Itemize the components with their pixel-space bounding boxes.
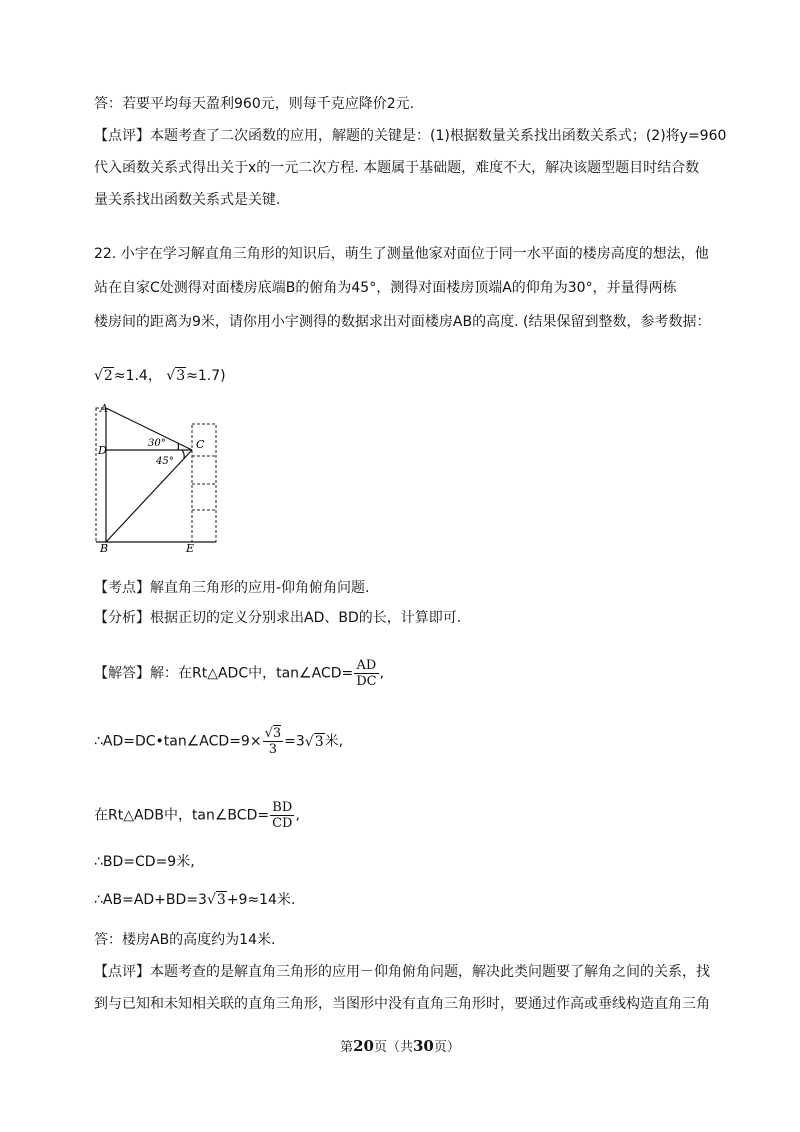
previous-answer: 答：若要平均每天盈利960元，则每千克应降价2元.: [94, 96, 415, 112]
label-b: B: [100, 542, 109, 555]
fenxi: 【分析】根据正切的定义分别求出AD、BD的长，计算即可.: [94, 610, 462, 626]
angle-45-label: 45°: [156, 456, 174, 467]
solution-step-3: 在Rt△ADB中，tan∠BCD= $\frac{BD}{CD}$ ,: [94, 800, 300, 831]
previous-comment-line-2: 代入函数关系式得出关于x的一元二次方程. 本题属于基础题，难度不大，解决该题型题目时结合数: [94, 160, 700, 176]
solution-step-5: ∴AB=AD+BD=3√3+9≈14米.: [94, 892, 296, 908]
comment-line-1: 【点评】本题考查的是解直角三角形的应用－仰角俯角问题，解决此类问题要了解角之间的关系，找: [94, 964, 710, 980]
label-e: E: [186, 542, 195, 555]
solution-step-1: 【解答】解：在Rt△ADC中，tan∠ACD= $\frac{AD}{DC}$ ,: [94, 658, 385, 689]
problem-line-3: 楼房间的距离为9米，请你用小宇测得的数据求出对面楼房AB的高度. (结果保留到整数，参考数据：: [94, 314, 711, 330]
left-building-outline: [96, 408, 106, 542]
solution-step-2: ∴AD=DC•tan∠ACD=9× $\frac{√3}{3}$ =3√3米,: [94, 726, 344, 757]
kaodian: 【考点】解直角三角形的应用-仰角俯角问题.: [94, 580, 370, 596]
label-d: D: [98, 444, 107, 457]
problem-line-2: 站在自家C处测得对面楼房底端B的俯角为45°，测得对面楼房顶端A的仰角为30°，并量得两栋: [94, 280, 677, 296]
sqrt-2: √2: [94, 368, 113, 384]
angle-30-label: 30°: [148, 438, 166, 449]
previous-comment-line-3: 量关系找出函数关系式是关键.: [94, 192, 281, 208]
label-c: C: [196, 438, 205, 451]
label-a: A: [100, 402, 108, 415]
fraction-sqrt3-over-3: $\frac{√3}{3}$: [264, 726, 282, 757]
fraction-ad-dc: $\frac{AD}{DC}$: [356, 658, 377, 689]
page-footer: 第20页（共30页）: [340, 1037, 460, 1055]
solution-step-4: ∴BD=CD=9米,: [94, 854, 195, 870]
final-answer: 答：楼房AB的高度约为14米.: [94, 932, 276, 948]
angle-45-arc: [182, 450, 184, 458]
previous-comment-line-1: 【点评】本题考查了二次函数的应用，解题的关键是：(1)根据数量关系找出函数关系式；(2)将y=960: [94, 128, 727, 144]
reference-data: √2≈1.4， √3≈1.7): [94, 368, 226, 384]
sqrt-3: √3: [166, 368, 186, 384]
comment-line-2: 到与已知和未知相关联的直角三角形，当图形中没有直角三角形时，要通过作高或垂线构造直角三角: [94, 996, 710, 1012]
line-bc: [106, 450, 192, 542]
building-figure: [90, 398, 230, 556]
problem-line-1: 22. 小宇在学习解直角三角形的知识后，萌生了测量他家对面位于同一水平面的楼房高度的想法，他: [94, 246, 709, 262]
fraction-bd-cd: $\frac{BD}{CD}$: [272, 800, 293, 831]
